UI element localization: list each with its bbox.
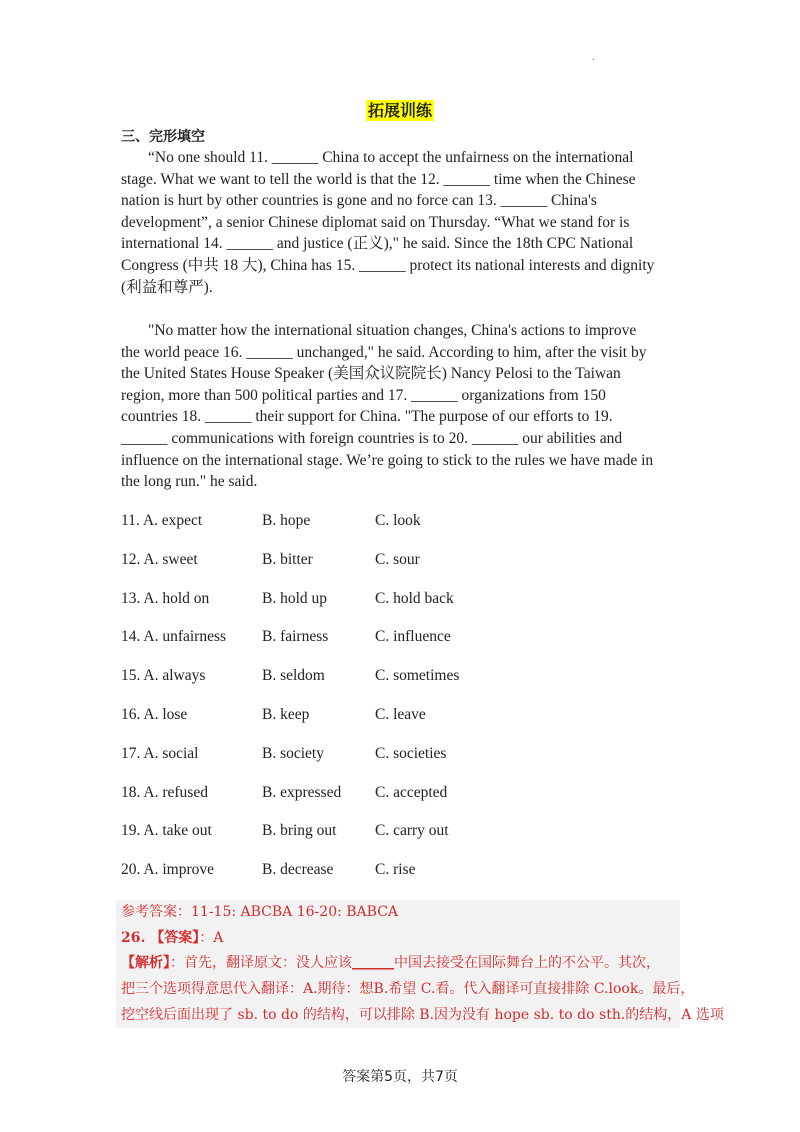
- option-a: 18. A. refused: [121, 783, 208, 801]
- passage-line: international 14. ______ and justice (正义)," he said. Since the 18th CPC National: [121, 235, 634, 253]
- option-b: B. bitter: [262, 550, 313, 568]
- option-b: B. hope: [262, 512, 311, 529]
- passage-line: influence on the international stage. We’re going to stick to the rules we have made in: [121, 451, 654, 469]
- option-a: 20. A. improve: [121, 861, 214, 879]
- option-c: C. sour: [375, 550, 420, 568]
- option-c: C. societies: [375, 744, 447, 762]
- passage-paragraph-2: [121, 320, 681, 493]
- option-c: C. hold back: [375, 589, 454, 607]
- analysis-line: [116, 951, 680, 977]
- answer-key-block: [116, 900, 724, 1028]
- passage-line: region, more than 500 political parties and 17. ______ organizations from 150: [121, 386, 606, 404]
- section-heading: [0, 98, 800, 121]
- section-title: 三、完形填空: [121, 129, 205, 145]
- analysis-label: 【解析】: [121, 955, 170, 972]
- option-b: B. bring out: [262, 822, 337, 840]
- passage-line: Congress (中共 18 大), China has 15. ______ protect its national interests and dignity: [121, 256, 655, 274]
- option-a: 16. A. lose: [121, 705, 188, 723]
- passage-line: development”, a senior Chinese diplomat said on Thursday. “What we stand for is: [121, 213, 630, 231]
- option-c: C. carry out: [375, 822, 449, 840]
- passage-line: "No matter how the international situation changes, China's actions to improve: [148, 322, 637, 339]
- passage-line: ______ communications with foreign countries is to 20. ______ our abilities and: [121, 429, 623, 447]
- option-c: C. influence: [375, 628, 451, 646]
- option-b: B. decrease: [262, 861, 334, 879]
- passage-line: (利益和尊严).: [121, 278, 213, 296]
- passage-paragraph-1: [121, 147, 681, 298]
- option-b: B. society: [262, 744, 324, 762]
- q26-answer: [116, 926, 680, 952]
- option-b: B. fairness: [262, 628, 329, 646]
- option-b: B. seldom: [262, 667, 325, 685]
- passage-line: stage. What we want to tell the world is that the 12. ______ time when the Chinese: [121, 170, 636, 188]
- analysis-text: ：首先，翻译原文：没人应该: [170, 955, 352, 972]
- passage-line: the world peace 16. ______ unchanged," he said. According to him, after the visit by: [121, 343, 647, 361]
- analysis-text: 中国去接受在国际舞台上的不公平。其次，: [394, 955, 660, 972]
- option-c: C. leave: [375, 705, 426, 723]
- passage-line: countries 18. ______ their support for China. "The purpose of our efforts to 19.: [121, 408, 613, 426]
- page-footer: 答案第5页，共7页: [342, 1069, 458, 1085]
- option-a: 11. A. expect: [121, 512, 203, 529]
- passage-line: the United States House Speaker (美国众议院院长) Nancy Pelosi to the Taiwan: [121, 365, 621, 383]
- q26-label: 26. 【答案】: [121, 929, 200, 946]
- reference-answers-text: 参考答案：11-15: ABCBA 16-20: BABCA: [121, 904, 399, 920]
- option-b: B. hold up: [262, 589, 328, 607]
- option-b: B. expressed: [262, 783, 342, 801]
- option-c: C. look: [375, 512, 421, 529]
- passage-line: nation is hurt by other countries is gone and no force can 13. ______ China's: [121, 192, 597, 210]
- analysis-text: 把三个选项得意思代入翻译：A.期待：想B.希望 C.看。代入翻译可直接排除 C.look。最后，: [121, 981, 695, 998]
- option-a: 13. A. hold on: [121, 589, 210, 607]
- option-a: 19. A. take out: [121, 822, 212, 840]
- passage-line: the long run." he said.: [121, 473, 258, 491]
- analysis-blank: ______: [352, 955, 394, 972]
- reference-answers: [116, 900, 680, 926]
- option-b: B. keep: [262, 705, 310, 723]
- option-c: C. sometimes: [375, 667, 460, 685]
- option-a: 14. A. unfairness: [121, 628, 227, 646]
- heading-highlight: 拓展训练: [367, 101, 432, 120]
- q26-value: ：A: [199, 929, 224, 946]
- option-c: C. rise: [375, 861, 416, 879]
- analysis-line: [116, 977, 695, 1003]
- page-corner-mark: .: [592, 52, 595, 63]
- option-c: C. accepted: [375, 783, 448, 801]
- passage-line: “No one should 11. ______ China to accept the unfairness on the international: [148, 149, 634, 166]
- option-a: 15. A. always: [121, 667, 206, 685]
- option-a: 17. A. social: [121, 744, 199, 762]
- option-a: 12. A. sweet: [121, 550, 198, 568]
- analysis-text: 挖空线后面出现了 sb. to do 的结构，可以排除 B.因为没有 hope sb. to do sth.的结构，A 选项: [121, 1006, 724, 1023]
- analysis-line: [116, 1003, 724, 1029]
